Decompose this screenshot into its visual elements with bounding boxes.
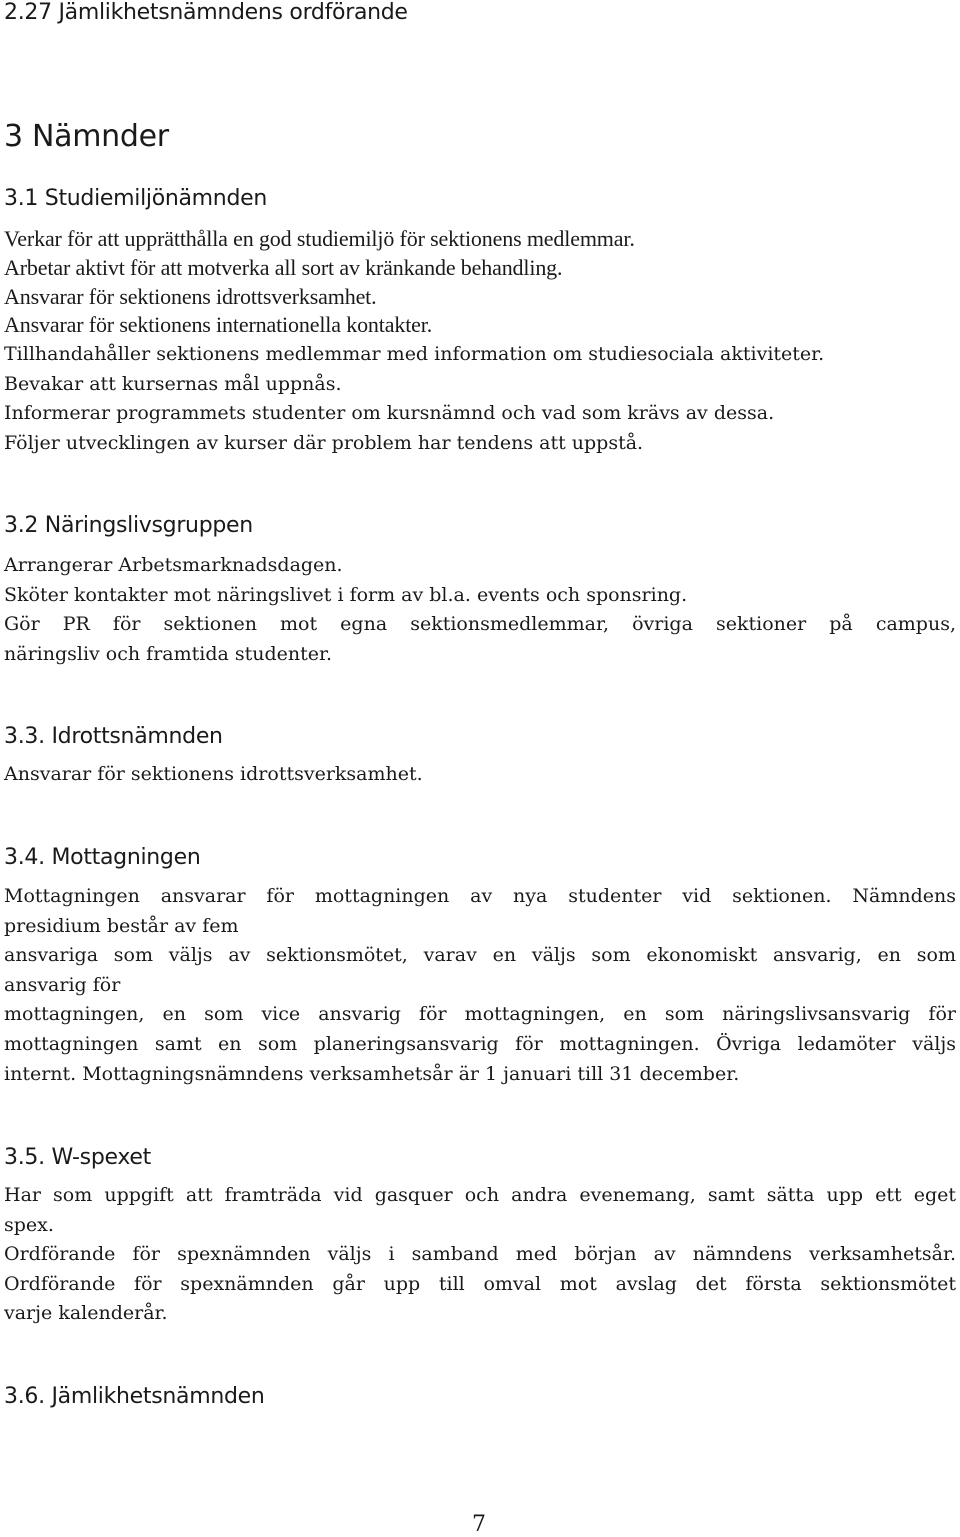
text-line: Arbetar aktivt för att motverka all sort av kränkande behandling. xyxy=(4,254,563,280)
text-line: ansvarig för xyxy=(4,973,121,996)
text-line: presidium består av fem xyxy=(4,914,239,937)
text-line: mottagningen, en som vice ansvarig för mottagningen, en som näringslivsansvarig för xyxy=(4,1003,956,1026)
section-3-1-paragraph-b xyxy=(4,340,956,458)
text-line: Ordförande för spexnämnden väljs i samband med början av nämndens verksamhetsår. xyxy=(4,1243,956,1266)
section-3-4-paragraph xyxy=(4,882,956,1089)
section-heading-3-3: 3.3. Idrottsnämnden xyxy=(4,724,223,749)
text-line: Ansvarar för sektionens internationella kontakter. xyxy=(4,312,433,338)
text-line: mottagningen samt en som planeringsansvarig för mottagningen. Övriga ledamöter väljs xyxy=(4,1032,956,1055)
text-line: näringsliv och framtida studenter. xyxy=(4,642,333,665)
text-line: internt. Mottagningsnämndens verksamhetsår är 1 januari till 31 december. xyxy=(4,1062,740,1085)
section-3-3-paragraph xyxy=(4,760,956,790)
text-line: Tillhandahåller sektionens medlemmar med information om studiesociala aktiviteter. xyxy=(4,343,825,365)
text-line: Mottagningen ansvarar för mottagningen av nya studenter vid sektionen. Nämndens xyxy=(4,885,956,907)
text-line: Följer utvecklingen av kurser där problem har tendens att uppstå. xyxy=(4,431,644,454)
text-line: Ansvarar för sektionens idrottsverksamhet. xyxy=(4,283,377,309)
section-heading-3-2: 3.2 Näringslivsgruppen xyxy=(4,513,253,538)
section-heading-2-27: 2.27 Jämlikhetsnämndens ordförande xyxy=(4,0,408,25)
section-heading-3-4: 3.4. Mottagningen xyxy=(4,845,201,870)
text-line: Verkar för att upprätthålla en god studiemiljö för sektionens medlemmar. xyxy=(4,226,635,251)
text-line: Arrangerar Arbetsmarknadsdagen. xyxy=(4,554,343,576)
text-line: Ansvarar för sektionens idrottsverksamhet. xyxy=(4,763,423,785)
text-line: varje kalenderår. xyxy=(4,1302,168,1325)
text-line: Sköter kontakter mot näringslivet i form av bl.a. events och sponsring. xyxy=(4,583,688,606)
text-line: Gör PR för sektionen mot egna sektionsmedlemmar, övriga sektioner på campus, xyxy=(4,613,956,636)
section-heading-3-1: 3.1 Studiemiljönämnden xyxy=(4,186,267,211)
text-line: Har som uppgift att framträda vid gasquer och andra evenemang, samt sätta upp ett eget xyxy=(4,1184,956,1206)
text-line: Ordförande för spexnämnden går upp till omval mot avslag det första sektionsmötet xyxy=(4,1272,956,1295)
text-line: Informerar programmets studenter om kursnämnd och vad som krävs av dessa. xyxy=(4,402,775,425)
section-heading-3-6: 3.6. Jämlikhetsnämnden xyxy=(4,1384,265,1409)
page-number: 7 xyxy=(472,1512,486,1537)
section-heading-3-5: 3.5. W-spexet xyxy=(4,1145,151,1170)
section-3-5-paragraph xyxy=(4,1181,956,1329)
text-line: Bevakar att kursernas mål uppnås. xyxy=(4,372,342,395)
text-line: spex. xyxy=(4,1213,54,1236)
section-3-1-paragraph-a xyxy=(4,225,956,340)
chapter-heading: 3 Nämnder xyxy=(4,119,169,154)
text-line: ansvariga som väljs av sektionsmötet, varav en väljs som ekonomiskt ansvarig, en som xyxy=(4,944,956,967)
section-3-2-paragraph xyxy=(4,551,956,669)
